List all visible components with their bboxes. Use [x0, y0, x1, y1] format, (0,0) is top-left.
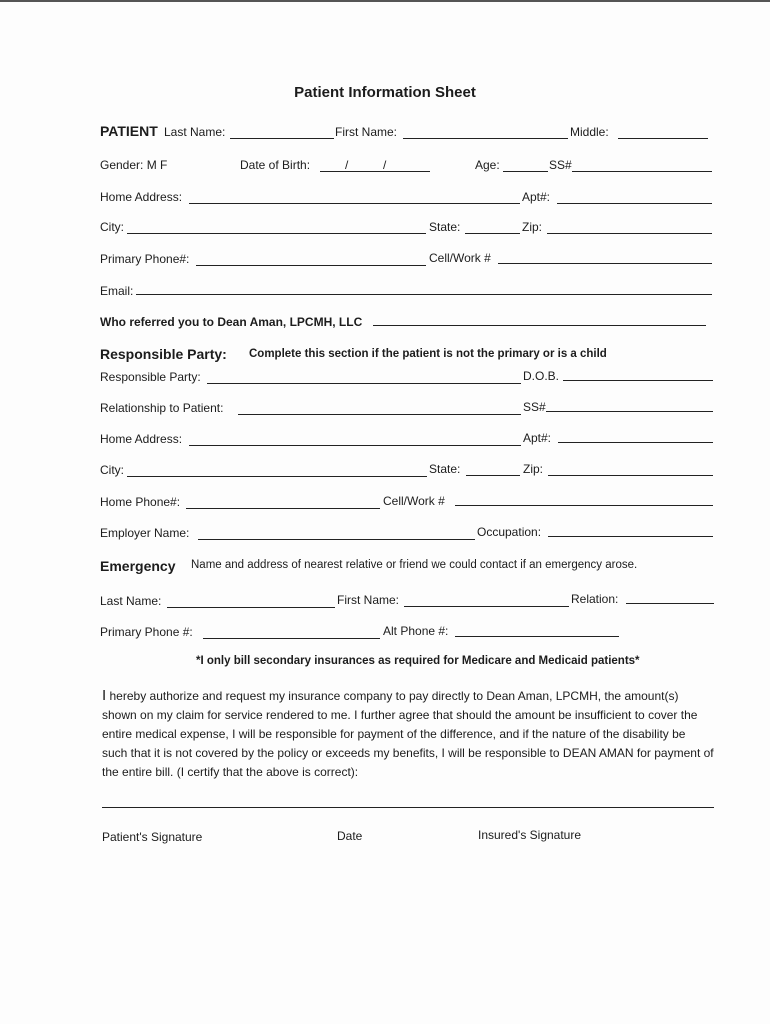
patient-last-name-field[interactable] [230, 138, 334, 139]
date-label: Date [337, 829, 363, 843]
employer-name-label: Employer Name: [100, 526, 190, 540]
authorization-paragraph [102, 686, 714, 782]
responsible-home-address-field[interactable] [189, 445, 521, 446]
emergency-alt-phone-label: Alt Phone #: [383, 624, 449, 638]
responsible-apt-field[interactable] [558, 442, 713, 443]
responsible-dob-field[interactable] [563, 380, 713, 381]
scan-edge [0, 0, 770, 2]
emergency-primary-phone-field[interactable] [203, 638, 380, 639]
relationship-label: Relationship to Patient: [100, 401, 224, 415]
patient-zip-label: Zip: [522, 220, 543, 234]
patient-dob-slash-1: / [345, 158, 349, 172]
occupation-label: Occupation: [477, 525, 542, 539]
responsible-party-field[interactable] [207, 383, 521, 384]
patient-primary-phone-label: Primary Phone#: [100, 252, 190, 266]
patient-ss-field[interactable] [572, 171, 712, 172]
patient-home-address-field[interactable] [189, 203, 520, 204]
patient-state-label: State: [429, 220, 461, 234]
patient-state-field[interactable] [465, 233, 520, 234]
authorization-text: hereby authorize and request my insurance company to pay directly to Dean Aman, LPCMH, the amount(s) shown on my claim for service rendered to me. I further agree that should the amount be insufficient to cover the entire medical expense, I will be responsible for payment of the difference, and if the nature of the disability be such that it is not covered by the policy or exceeds my benefits, I will be responsible to DEAN AMAN for payment of the entire bill. (I certify that the above is correct): [102, 689, 714, 779]
patient-cell-work-field[interactable] [498, 263, 712, 264]
emergency-last-name-field[interactable] [167, 607, 335, 608]
patient-apt-label: Apt#: [522, 190, 551, 204]
patient-heading: PATIENT [100, 123, 158, 139]
emergency-last-name-label: Last Name: [100, 594, 162, 608]
patient-dob-field[interactable] [320, 171, 430, 172]
responsible-cell-work-label: Cell/Work # [383, 494, 445, 508]
employer-name-field[interactable] [198, 539, 475, 540]
patient-email-field[interactable] [136, 294, 712, 295]
emergency-alt-phone-field[interactable] [455, 636, 619, 637]
responsible-home-address-label: Home Address: [100, 432, 183, 446]
patient-zip-field[interactable] [547, 233, 712, 234]
patient-middle-label: Middle: [570, 125, 609, 139]
patient-city-label: City: [100, 220, 124, 234]
responsible-ss-field[interactable] [546, 411, 713, 412]
patient-dob-slash-2: / [383, 158, 387, 172]
responsible-city-label: City: [100, 463, 124, 477]
billing-note: *I only bill secondary insurances as required for Medicare and Medicaid patients* [196, 655, 640, 667]
patient-home-address-label: Home Address: [100, 190, 183, 204]
responsible-party-heading: Responsible Party: [100, 346, 227, 362]
responsible-party-note: Complete this section if the patient is not the primary or is a child [249, 348, 607, 360]
emergency-note: Name and address of nearest relative or friend we could contact if an emergency arose. [191, 559, 638, 571]
patient-primary-phone-field[interactable] [196, 265, 426, 266]
insured-signature-label: Insured's Signature [478, 828, 582, 842]
patient-gender-label: Gender: M F [100, 158, 168, 172]
responsible-state-label: State: [429, 462, 461, 476]
responsible-ss-label: SS# [523, 400, 546, 414]
patient-city-field[interactable] [127, 233, 426, 234]
authorization-initial: I [102, 687, 107, 704]
patient-age-field[interactable] [503, 171, 548, 172]
patient-middle-field[interactable] [618, 138, 708, 139]
referred-by-field[interactable] [373, 325, 706, 326]
responsible-home-phone-label: Home Phone#: [100, 495, 181, 509]
emergency-relation-field[interactable] [626, 603, 714, 604]
responsible-city-field[interactable] [127, 476, 427, 477]
responsible-dob-label: D.O.B. [523, 369, 560, 383]
emergency-heading: Emergency [100, 558, 176, 574]
patient-last-name-label: Last Name: [164, 125, 226, 139]
responsible-cell-work-field[interactable] [455, 505, 713, 506]
patient-dob-label: Date of Birth: [240, 158, 311, 172]
occupation-field[interactable] [548, 536, 713, 537]
patient-apt-field[interactable] [557, 203, 712, 204]
patient-signature-label: Patient's Signature [102, 830, 203, 844]
patient-age-label: Age: [475, 158, 500, 172]
emergency-relation-label: Relation: [571, 592, 619, 606]
responsible-party-label: Responsible Party: [100, 370, 201, 384]
responsible-zip-label: Zip: [523, 462, 544, 476]
patient-email-label: Email: [100, 284, 134, 298]
referred-by-label: Who referred you to Dean Aman, LPCMH, LLC [100, 315, 363, 329]
emergency-first-name-field[interactable] [404, 606, 569, 607]
patient-first-name-label: First Name: [335, 125, 398, 139]
form-title: Patient Information Sheet [294, 84, 476, 101]
relationship-field[interactable] [238, 414, 521, 415]
responsible-zip-field[interactable] [548, 475, 713, 476]
patient-ss-label: SS# [549, 158, 572, 172]
patient-first-name-field[interactable] [403, 138, 568, 139]
responsible-home-phone-field[interactable] [186, 508, 380, 509]
responsible-state-field[interactable] [466, 475, 520, 476]
responsible-apt-label: Apt#: [523, 431, 552, 445]
emergency-primary-phone-label: Primary Phone #: [100, 625, 193, 639]
patient-cell-work-label: Cell/Work # [429, 251, 491, 265]
signature-line[interactable] [102, 807, 714, 808]
emergency-first-name-label: First Name: [337, 593, 400, 607]
